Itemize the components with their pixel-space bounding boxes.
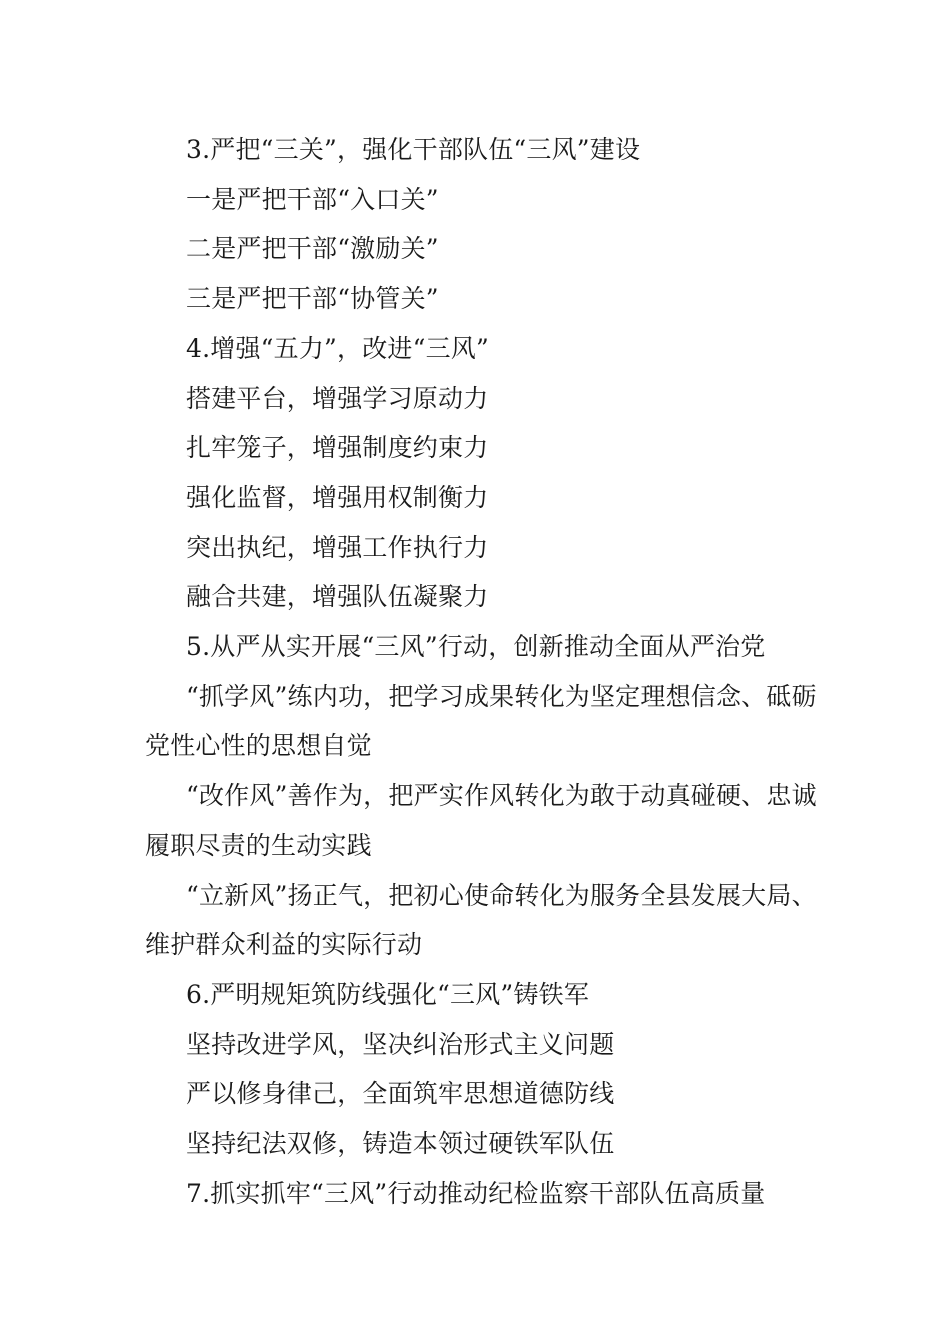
list-item: 扎牢笼子，增强制度约束力 [186, 433, 489, 463]
list-item: 一是严把干部“入口关” [186, 184, 439, 214]
list-item: 强化监督，增强用权制衡力 [186, 482, 489, 512]
list-item: 严以修身律己，全面筑牢思想道德防线 [186, 1079, 615, 1109]
heading-item-4: 4.增强“五力”，改进“三风” [186, 333, 489, 363]
list-item: 突出执纪，增强工作执行力 [186, 532, 489, 562]
list-item: 融合共建，增强队伍凝聚力 [186, 582, 489, 612]
heading-item-5: 5.从严从实开展“三风”行动，创新推动全面从严治党 [186, 632, 766, 662]
body-paragraph: “改作风”善作为，把严实作风转化为敢于动真碰硬、忠诚履职尽责的生动实践 [145, 781, 817, 860]
body-paragraph: “立新风”扬正气，把初心使命转化为服务全县发展大局、维护群众利益的实际行动 [145, 880, 817, 960]
list-item: 坚持改进学风，坚决纠治形式主义问题 [186, 1029, 615, 1059]
list-item: 三是严把干部“协管关” [186, 284, 439, 314]
heading-item-7: 7.抓实抓牢“三风”行动推动纪检监察干部队伍高质量 [186, 1178, 766, 1208]
list-item: 搭建平台，增强学习原动力 [186, 383, 489, 413]
list-item: 坚持纪法双修，铸造本领过硬铁军队伍 [186, 1129, 615, 1159]
heading-item-3: 3.严把“三关”，强化干部队伍“三风”建设 [186, 135, 641, 164]
document-body [145, 125, 825, 1218]
heading-item-6: 6.严明规矩筑防线强化“三风”铸铁军 [186, 979, 590, 1009]
body-paragraph: “抓学风”练内功，把学习成果转化为坚定理想信念、砥砺党性心性的思想自觉 [145, 681, 817, 761]
list-item: 二是严把干部“激励关” [186, 234, 439, 264]
